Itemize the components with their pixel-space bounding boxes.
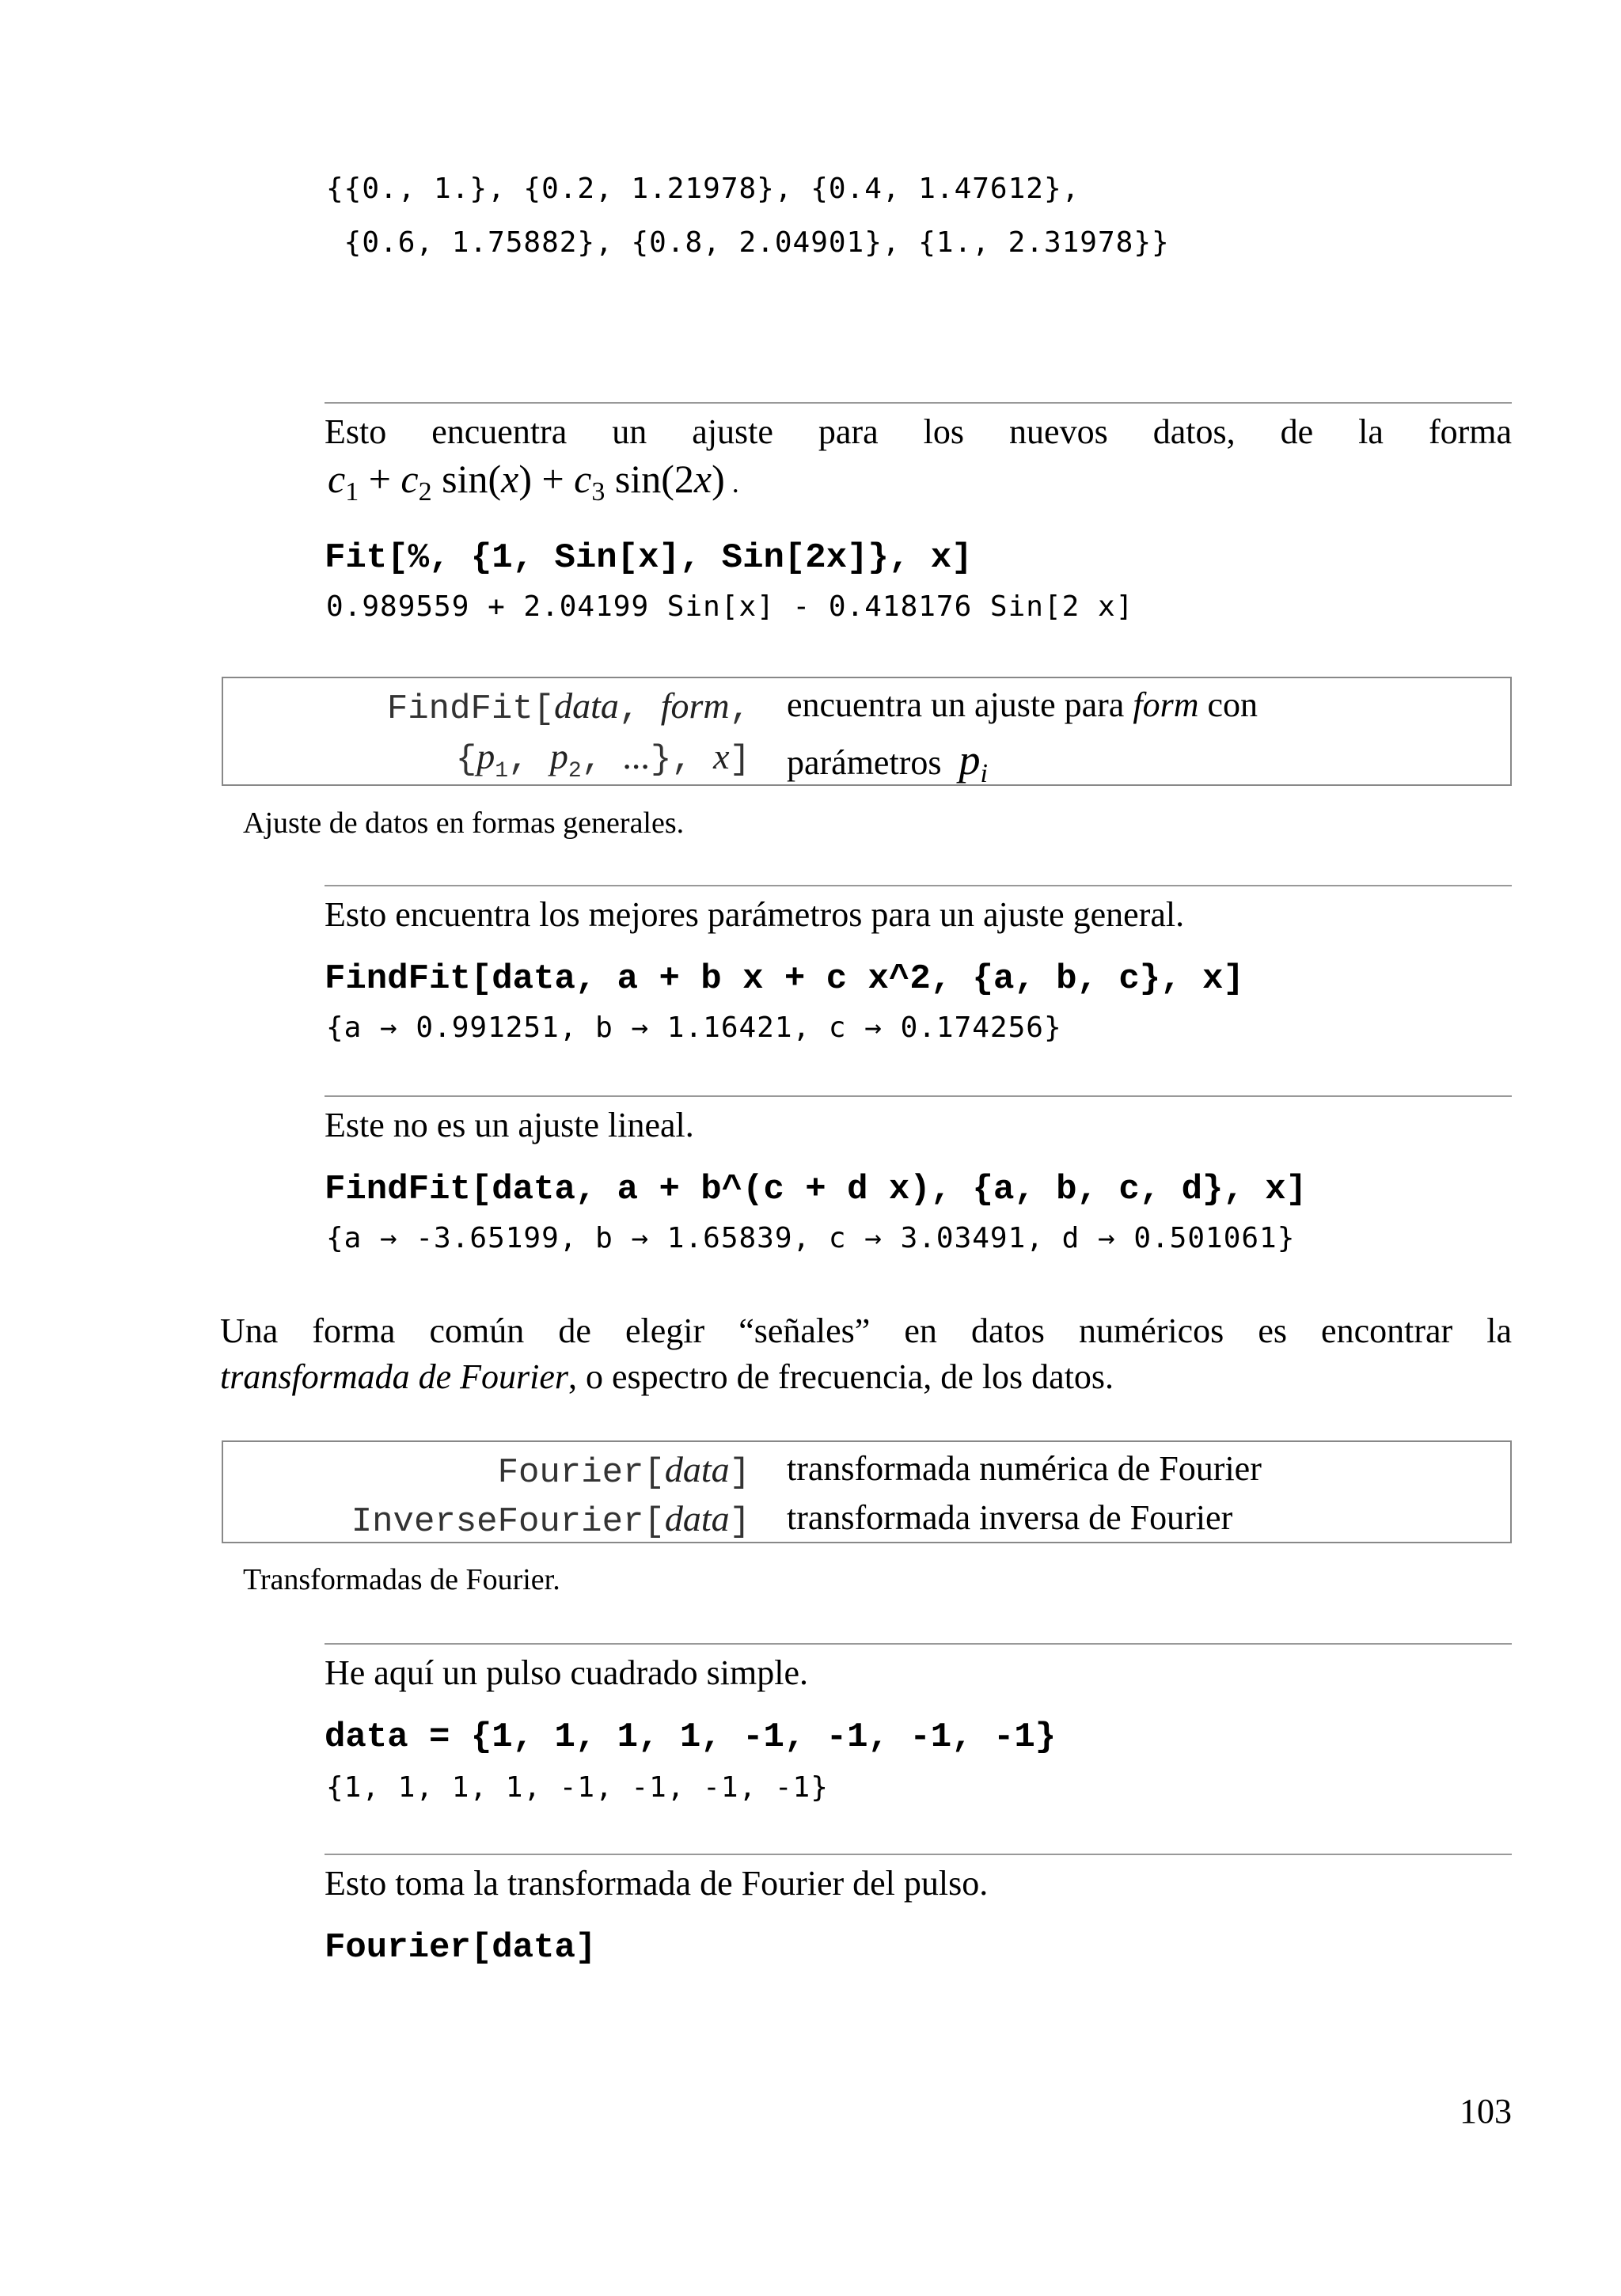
input-fourier-data: Fourier[data] — [325, 1928, 597, 1968]
cell-divider — [325, 402, 1512, 404]
inverse-fourier-description: transformada inversa de Fourier — [787, 1498, 1233, 1537]
findfit-table — [222, 677, 1512, 786]
cell-text-findfit-general: Esto encuentra los mejores parámetros para un ajuste general. — [325, 895, 1185, 934]
findfit-code-line-2: {$p_1$, $p_2$, ...}, x] — [455, 736, 750, 784]
output-list-line-1: {{0., 1.}, {0.2, 1.21978}, {0.4, 1.47612}, — [326, 173, 1080, 205]
inverse-fourier-code: InverseFourier[data] — [351, 1498, 750, 1542]
cell-divider — [325, 1854, 1512, 1855]
output-data-list: {1, 1, 1, 1, -1, -1, -1, -1} — [326, 1771, 829, 1804]
cell-text-square-pulse: He aquí un pulso cuadrado simple. — [325, 1653, 808, 1692]
paragraph-line-1: Una forma común de elegir “señales” en datos numéricos es encontrar la — [220, 1311, 1512, 1350]
findfit-description-line-1: encuentra un ajuste para form con — [787, 685, 1258, 724]
input-data-assignment: data = {1, 1, 1, 1, -1, -1, -1, -1} — [325, 1717, 1057, 1757]
cell-divider — [325, 1095, 1512, 1097]
output-findfit-quadratic: {a → 0.991251, b → 1.16421, c → 0.174256} — [326, 1011, 1062, 1044]
fourier-description: transformada numérica de Fourier — [787, 1449, 1262, 1488]
fourier-caption: Transformadas de Fourier. — [243, 1563, 560, 1596]
findfit-caption: Ajuste de datos en formas generales. — [243, 806, 685, 840]
cell-text-nonlinear: Este no es un ajuste lineal. — [325, 1106, 694, 1144]
input-findfit-nonlinear: FindFit[data, a + b^(c + d x), {a, b, c, d}, x] — [325, 1170, 1308, 1209]
cell-divider — [325, 1643, 1512, 1645]
fourier-table — [222, 1440, 1512, 1543]
output-fit: 0.989559 + 2.04199 Sin[x] - 0.418176 Sin[2 x] — [326, 590, 1134, 623]
output-findfit-nonlinear: {a → -3.65199, b → 1.65839, c → 3.03491, d → 0.501061} — [326, 1222, 1296, 1254]
input-fit: Fit[%, {1, Sin[x], Sin[2x]}, x] — [325, 538, 973, 578]
paragraph-line-2: transformada de Fourier, o espectro de frecuencia, de los datos. — [220, 1357, 1114, 1396]
page-number: 103 — [1460, 2092, 1512, 2131]
cell-text-fit: Esto encuentra un ajuste para los nuevos datos, de la forma — [325, 412, 1512, 451]
findfit-description-line-2: parámetros $p_i$ — [787, 736, 988, 788]
findfit-code-line-1: FindFit[data, form, — [386, 685, 750, 729]
fit-formula: $c_1 + c_2$ $\sin(x) + c_3$ sin(2x) . — [328, 457, 739, 507]
cell-divider — [325, 885, 1512, 886]
output-list-line-2: {0.6, 1.75882}, {0.8, 2.04901}, {1., 2.31978}} — [326, 226, 1170, 259]
fourier-code: Fourier[data] — [497, 1449, 750, 1493]
input-findfit-quadratic: FindFit[data, a + b x + c x^2, {a, b, c}, x] — [325, 959, 1244, 999]
cell-text-fourier-pulse: Esto toma la transformada de Fourier del pulso. — [325, 1864, 989, 1903]
